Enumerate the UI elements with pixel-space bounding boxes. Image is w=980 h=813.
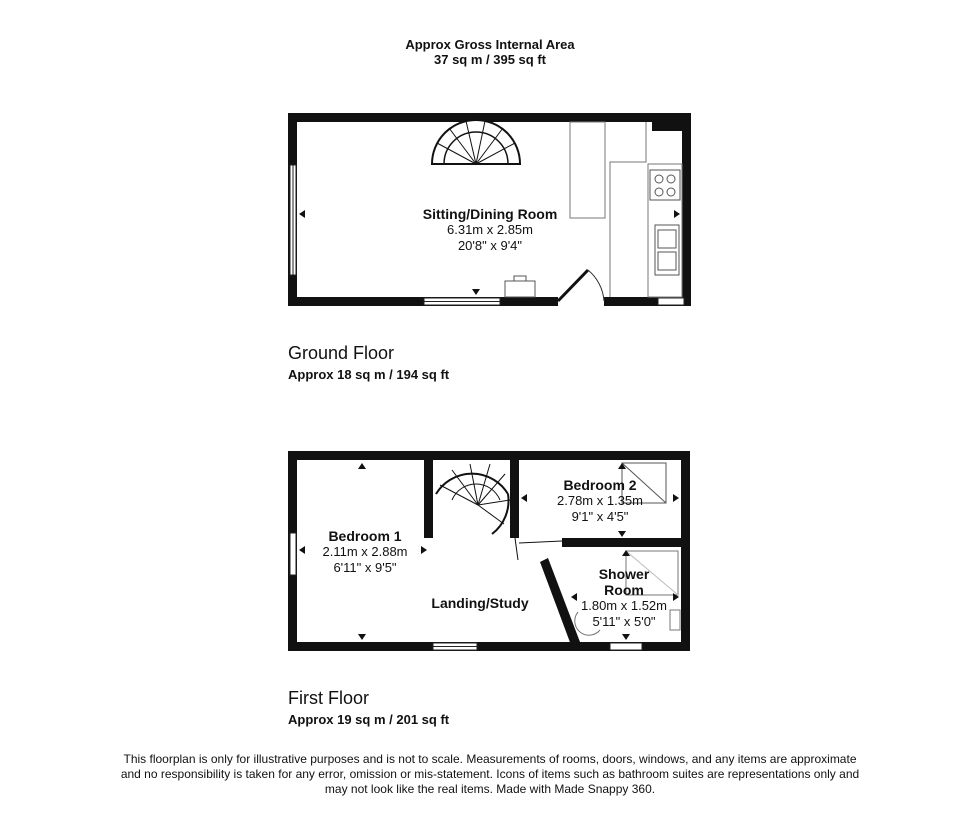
room-landing-study (410, 595, 550, 611)
room-metric: 2.78m x 1.35m (557, 493, 643, 508)
room-name: Sitting/Dining Room (422, 206, 558, 222)
room-name: Bedroom 1 (328, 528, 402, 544)
ground-floor-title: Ground Floor (288, 343, 395, 363)
disclaimer-line-3: may not look like the real items. Made with Made Snappy 360. (324, 782, 656, 796)
room-imperial: 5'11" x 5'0" (592, 614, 656, 629)
room-bedroom-2 (540, 477, 660, 525)
room-metric: 2.11m x 2.88m (322, 544, 408, 559)
gross-area-title: Approx Gross Internal Area (405, 37, 575, 52)
gross-area-value: 37 sq m / 395 sq ft (434, 52, 546, 67)
room-metric: 1.80m x 1.52m (581, 598, 667, 613)
room-imperial: 20'8" x 9'4" (457, 238, 523, 253)
room-name: Bedroom 2 (563, 477, 637, 493)
room-bedroom-1 (305, 528, 425, 576)
room-name: Landing/Study (431, 595, 529, 611)
room-name-line1: Shower (598, 566, 650, 582)
disclaimer-line-2: and no responsibility is taken for any error, omission or mis-statement. Icons of items such as bathroom suites are representations only and (120, 767, 860, 781)
disclaimer-line-1: This floorplan is only for illustrative purposes and is not to scale. Measurements of rooms, doors, windows, and any items are approximate (123, 752, 857, 766)
first-floor-area: Approx 19 sq m / 201 sq ft (288, 712, 450, 727)
ground-floor-area: Approx 18 sq m / 194 sq ft (288, 367, 450, 382)
room-imperial: 6'11" x 9'5" (333, 560, 397, 575)
room-sitting-dining (390, 206, 590, 254)
room-imperial: 9'1" x 4'5" (571, 509, 629, 524)
room-name-line2: Room (604, 582, 644, 598)
room-shower (570, 566, 678, 630)
room-metric: 6.31m x 2.85m (447, 222, 533, 237)
first-floor-title: First Floor (288, 688, 369, 708)
